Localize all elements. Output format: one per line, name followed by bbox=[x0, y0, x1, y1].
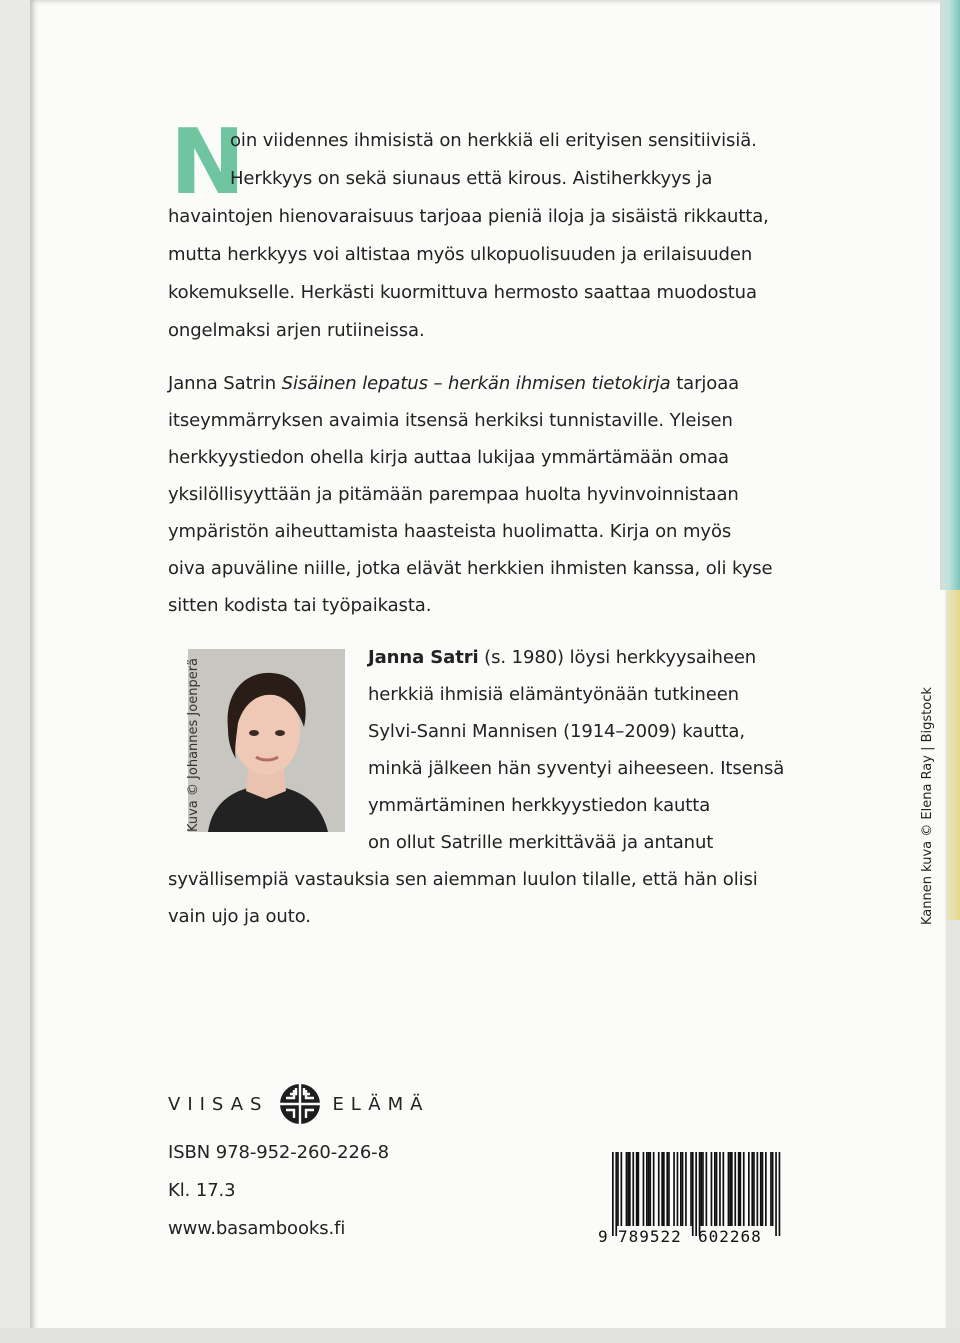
author-bio-first-line bbox=[368, 647, 756, 668]
photo-credit: Kuva © Johannes Joenperä bbox=[186, 657, 201, 832]
barcode-bar bbox=[682, 1152, 684, 1226]
barcode-bar bbox=[716, 1152, 718, 1226]
author-bio-line: herkkiä ihmisiä elämäntyönään tutkineen bbox=[368, 684, 739, 705]
barcode-bar bbox=[661, 1152, 663, 1226]
barcode-bar bbox=[760, 1152, 762, 1226]
cover-image-credit: Kannen kuva © Elena Ray | Bigstock bbox=[920, 687, 935, 925]
author-bio-text: (s. 1980) löysi herkkyysaiheen bbox=[478, 647, 757, 668]
barcode-bar bbox=[668, 1152, 670, 1226]
author-bio-line: ymmärtäminen herkkyystiedon kautta bbox=[368, 795, 711, 816]
barcode-bar bbox=[666, 1152, 668, 1226]
barcode-bar bbox=[685, 1152, 687, 1226]
barcode-right-group: 602268 bbox=[698, 1227, 762, 1246]
author-bio-line: minkä jälkeen hän syventyi aiheeseen. Itsensä bbox=[368, 758, 785, 779]
intro-line: mutta herkkyys voi altistaa myös ulkopuolisuuden ja erilaisuuden bbox=[168, 244, 753, 265]
barcode-bar bbox=[772, 1152, 774, 1226]
description-line: yksilöllisyyttään ja pitämään parempaa huolta hyvinvoinnistaan bbox=[168, 484, 739, 505]
barcode-bar bbox=[775, 1152, 777, 1236]
intro-line: Herkkyys on sekä siunaus että kirous. Aistiherkkyys ja bbox=[230, 168, 713, 189]
barcode-bar bbox=[677, 1152, 679, 1226]
author-photo bbox=[188, 649, 345, 832]
barcode-bar bbox=[757, 1152, 759, 1226]
barcode-bar bbox=[643, 1152, 645, 1226]
author-name: Janna Satri bbox=[368, 647, 479, 668]
spine-edge-teal bbox=[940, 0, 960, 590]
barcode-bar bbox=[649, 1152, 651, 1226]
barcode-bar bbox=[734, 1152, 736, 1226]
barcode-bar bbox=[700, 1152, 702, 1226]
barcode-bar bbox=[695, 1152, 697, 1236]
barcode-bar bbox=[729, 1152, 731, 1226]
barcode-left-group: 789522 bbox=[618, 1227, 682, 1246]
barcode-bar bbox=[636, 1152, 638, 1226]
barcode-bar bbox=[632, 1152, 634, 1226]
barcode-bar bbox=[723, 1152, 725, 1226]
barcode-bar bbox=[627, 1152, 629, 1226]
isbn-barcode bbox=[596, 1150, 786, 1246]
description-line: sitten kodista tai työpaikasta. bbox=[168, 595, 432, 616]
barcode-bar bbox=[765, 1152, 767, 1226]
publisher-name-left: VIISAS bbox=[168, 1093, 269, 1115]
intro-line: kokemukselle. Herkästi kuormittuva hermosto saattaa muodostua bbox=[168, 282, 757, 303]
description-line: ympäristön aiheuttamista haasteista huolimatta. Kirja on myös bbox=[168, 521, 732, 542]
description-line: itseymmärryksen avaimia itsensä herkiksi tunnistaville. Yleisen bbox=[168, 410, 733, 431]
barcode-bar bbox=[699, 1152, 701, 1236]
barcode-bar bbox=[738, 1152, 740, 1226]
description-prefix: Janna Satrin bbox=[168, 373, 282, 394]
barcode-bar bbox=[770, 1152, 772, 1226]
barcode-lead-digit: 9 bbox=[598, 1227, 608, 1246]
barcode-bar bbox=[753, 1152, 755, 1226]
description-suffix: tarjoaa bbox=[670, 373, 740, 394]
barcode-bar bbox=[680, 1152, 682, 1226]
barcode-bar bbox=[714, 1152, 716, 1226]
barcode-bar bbox=[779, 1152, 781, 1236]
barcode-bar bbox=[751, 1152, 753, 1226]
barcode-bar bbox=[692, 1152, 694, 1236]
barcode-bar bbox=[702, 1152, 704, 1226]
author-bio-line: on ollut Satrille merkittävää ja antanut bbox=[368, 832, 714, 853]
barcode-bar bbox=[673, 1152, 675, 1226]
barcode-bar bbox=[762, 1152, 764, 1226]
scan-bottom-edge bbox=[0, 1328, 960, 1343]
barcode-bar bbox=[629, 1152, 631, 1226]
barcode-bar bbox=[626, 1152, 628, 1226]
barcode-bar bbox=[646, 1152, 648, 1226]
publisher-website: www.basambooks.fi bbox=[168, 1218, 346, 1239]
author-bio-line: vain ujo ja outo. bbox=[168, 906, 311, 927]
spine-edge-yellow bbox=[946, 590, 960, 920]
intro-line: ongelmaksi arjen rutiineissa. bbox=[168, 320, 425, 341]
barcode-bar bbox=[653, 1152, 655, 1226]
intro-line: oin viidennes ihmisistä on herkkiä eli erityisen sensitiivisiä. bbox=[230, 130, 757, 151]
barcode-bar bbox=[621, 1152, 623, 1226]
spine-edge-gray bbox=[946, 920, 960, 1343]
barcode-bar bbox=[658, 1152, 660, 1226]
barcode-bar bbox=[617, 1152, 619, 1226]
description-line: oiva apuväline niille, jotka elävät herkkien ihmisten kanssa, oli kyse bbox=[168, 558, 773, 579]
barcode-bar bbox=[638, 1152, 640, 1226]
barcode-bar bbox=[740, 1152, 742, 1226]
barcode-bar bbox=[728, 1152, 730, 1226]
barcode-bar bbox=[706, 1152, 708, 1226]
barcode-bar bbox=[612, 1152, 614, 1236]
book-title: Sisäinen lepatus – herkän ihmisen tietokirja bbox=[281, 373, 671, 394]
barcode-bar bbox=[648, 1152, 650, 1226]
isbn-number: ISBN 978-952-260-226-8 bbox=[168, 1142, 389, 1163]
intro-line: havaintojen hienovaraisuus tarjoaa pieniä iloja ja sisäistä rikkautta, bbox=[168, 206, 769, 227]
library-class: Kl. 17.3 bbox=[168, 1180, 236, 1201]
barcode-bar bbox=[663, 1152, 665, 1226]
description-line-title bbox=[168, 373, 739, 394]
publisher-name-right: ELÄMÄ bbox=[332, 1093, 430, 1115]
barcode-bar bbox=[690, 1152, 692, 1226]
author-portrait-illustration bbox=[188, 649, 345, 832]
publisher-logo bbox=[168, 1082, 429, 1126]
barcode-bar bbox=[743, 1152, 745, 1226]
barcode-bar bbox=[748, 1152, 750, 1226]
barcode-bar bbox=[719, 1152, 721, 1226]
description-line: herkkyystiedon ohella kirja auttaa lukijaa ymmärtämään omaa bbox=[168, 447, 729, 468]
author-bio-line: Sylvi-Sanni Mannisen (1914–2009) kautta, bbox=[368, 721, 745, 742]
drop-cap-letter: N bbox=[170, 110, 246, 215]
barcode-bar bbox=[731, 1152, 733, 1226]
publisher-emblem-icon bbox=[278, 1082, 322, 1126]
barcode-bar bbox=[711, 1152, 713, 1226]
barcode-bar bbox=[615, 1152, 617, 1236]
author-bio-line: syvällisempiä vastauksia sen aiemman luulon tilalle, että hän olisi bbox=[168, 869, 758, 890]
